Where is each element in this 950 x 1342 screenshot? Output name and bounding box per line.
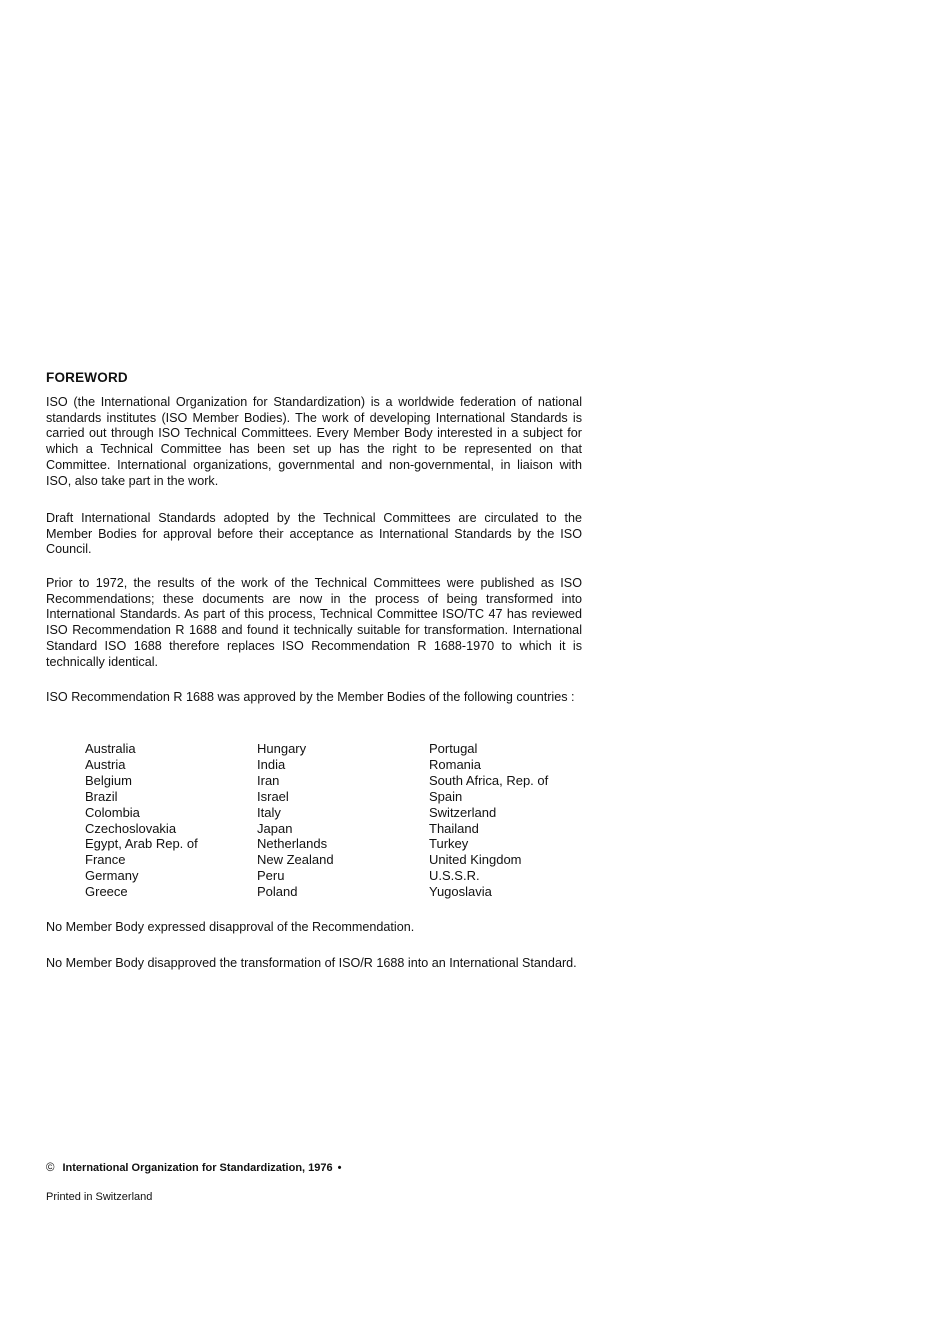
country-item: France — [85, 852, 126, 868]
country-item: Australia — [85, 741, 136, 756]
country-item: U.S.S.R. — [429, 868, 480, 884]
country-item: Thailand — [429, 820, 479, 836]
country-item: Poland — [257, 884, 298, 900]
closing-paragraph-2: No Member Body disapproved the transformation of ISO/R 1688 into an International Standard. — [46, 956, 577, 970]
closing-paragraph-1: No Member Body expressed disapproval of the Recommendation. — [46, 920, 415, 934]
country-item: Yugoslavia — [429, 884, 492, 900]
country-item: Romania — [429, 756, 482, 772]
country-column-2 — [257, 741, 334, 900]
country-item: Egypt, Arab Rep. of — [85, 836, 198, 852]
country-item: Italy — [257, 804, 281, 820]
country-item: Israel — [257, 788, 289, 804]
country-item: Austria — [85, 756, 126, 772]
country-item: Germany — [85, 868, 139, 884]
copyright-text: International Organization for Standardization, 1976 — [62, 1162, 333, 1174]
country-item: Iran — [257, 772, 280, 788]
copyright-symbol: © — [46, 1162, 55, 1174]
foreword-paragraph-3: Prior to 1972, the results of the work of the Technical Committees were published as ISO Recommendations; these documents are now in the process of being transformed into International Standards. As part of this process, Technical Committee ISO/TC 47 has reviewed ISO Recommendation R 1688 and found it technically suitable for transformation. International Standard ISO 1688 therefore replaces ISO Recommendation R 1688-1970 to which it is technically identical. — [46, 576, 582, 669]
country-item: South Africa, Rep. of — [429, 772, 549, 788]
country-item: Turkey — [429, 836, 469, 852]
country-item: Netherlands — [257, 836, 328, 852]
country-item: Brazil — [85, 788, 118, 804]
country-item: Belgium — [85, 772, 132, 788]
foreword-paragraph-4: ISO Recommendation R 1688 was approved by the Member Bodies of the following countries : — [46, 690, 575, 704]
country-item: Peru — [257, 868, 285, 884]
country-item: Colombia — [85, 804, 140, 820]
country-item: New Zealand — [257, 852, 334, 868]
bullet-icon: • — [337, 1162, 342, 1174]
printed-location: Printed in Switzerland — [46, 1191, 153, 1203]
country-column-1 — [85, 741, 198, 900]
foreword-paragraph-2: Draft International Standards adopted by the Technical Committees are circulated to the Member Bodies for approval before their acceptance as International Standards by the ISO Council. — [46, 511, 582, 557]
country-item: Switzerland — [429, 804, 497, 820]
country-item: Spain — [429, 788, 463, 804]
copyright-notice — [46, 1162, 342, 1174]
country-item: India — [257, 756, 286, 772]
foreword-paragraph-1: ISO (the International Organization for Standardization) is a worldwide federation of national standards institutes (ISO Member Bodies). The work of developing International Standards is carried out through ISO Technical Committees. Every Member Body interested in a subject for which a Technical Committee has been set up has the right to be represented on that Committee. International organizations, governmental and non-governmental, in liaison with ISO, also take part in the work. — [46, 395, 582, 488]
country-column-3 — [429, 741, 548, 900]
country-item: Czechoslovakia — [85, 820, 177, 836]
country-item: Portugal — [429, 741, 478, 756]
country-item: Hungary — [257, 741, 307, 756]
country-item: United Kingdom — [429, 852, 522, 868]
foreword-heading: FOREWORD — [46, 370, 128, 385]
country-item: Greece — [85, 884, 128, 900]
country-item: Japan — [257, 820, 293, 836]
